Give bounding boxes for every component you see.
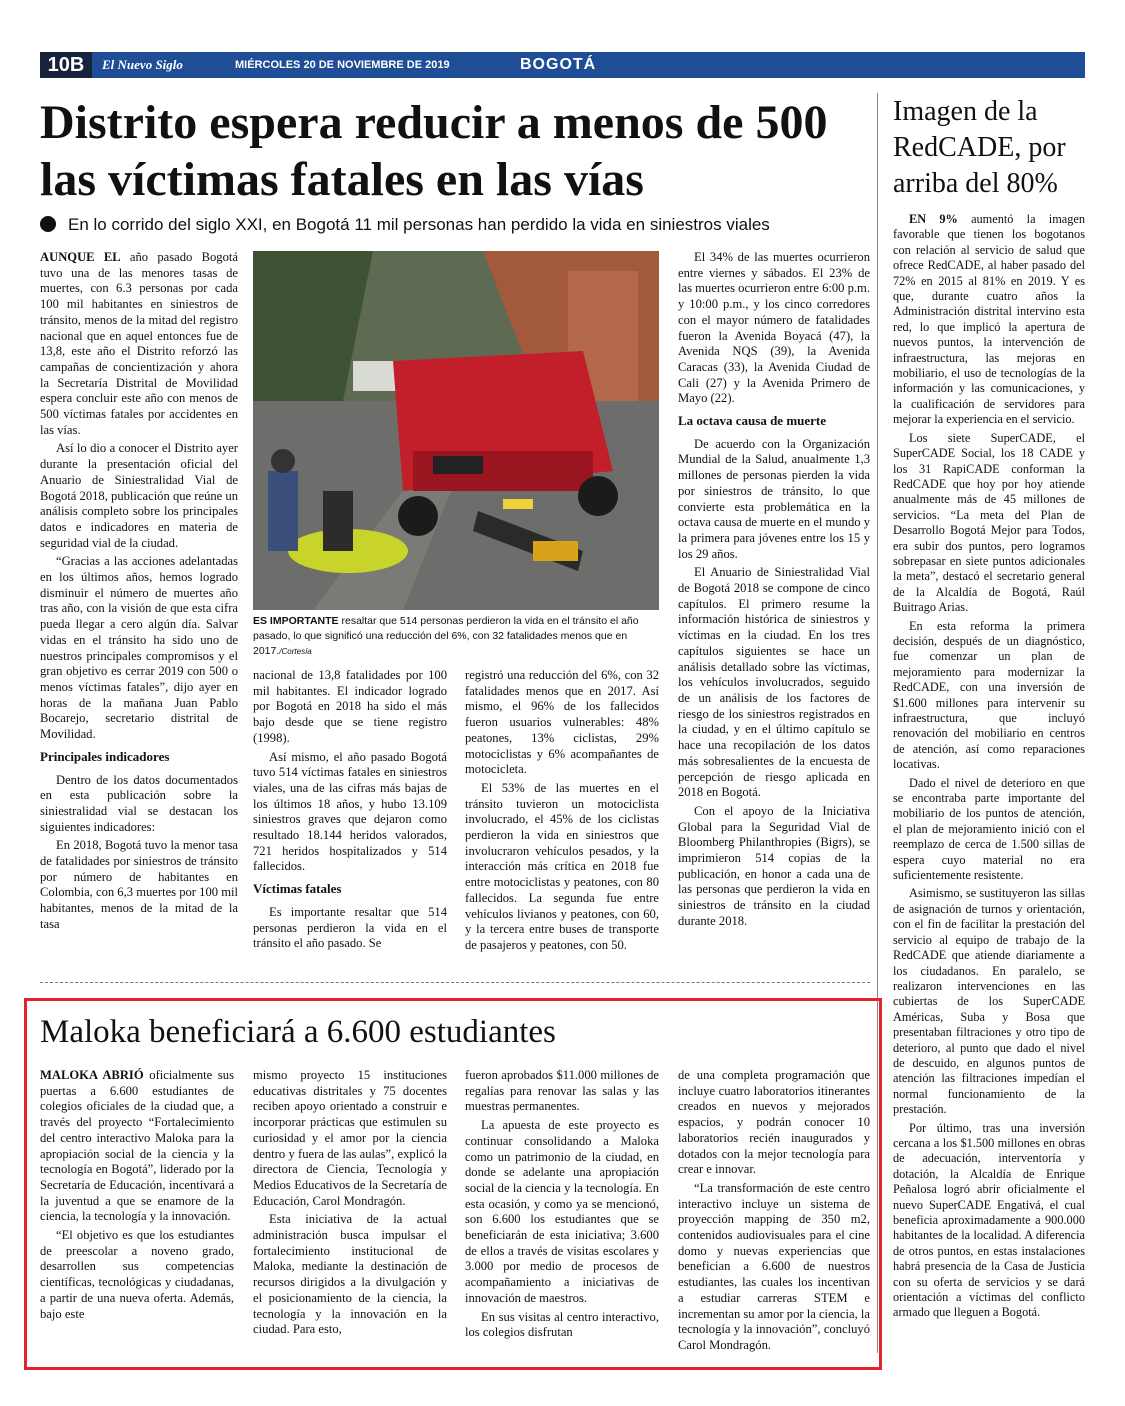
paragraph: Es importante resaltar que 514 personas perdieron la vida en el tránsito el año pasado. Se [253, 904, 447, 951]
subheading: Víctimas fatales [253, 881, 342, 897]
maloka-column-1 [40, 1068, 234, 1325]
paragraph [40, 1068, 234, 1225]
paragraph: Dado el nivel de deterioro en que se encontraba parte importante del mobiliario de los puntos de atención, el plan de mejoramiento inició con el reemplazo de cerca de 1.500 sillas de espera cuyo material no era suficientemente resistente. [893, 775, 1085, 883]
paragraph-text: oficialmente sus puertas a 6.600 estudiantes de colegios oficiales de la ciudad que, a través del proyecto “Fortalecimiento del centro interactivo Maloka para la apropiación social de la ciencia y la tecnología en Bogotá”, liderado por la Secretaría de Educación, incentivará a la juventud a que se enamore de la ciencia, la tecnología y la innovación. [40, 1068, 234, 1224]
subheading: Principales indicadores [40, 748, 170, 764]
paragraph: De acuerdo con la Organización Mundial de la Salud, anualmente 1,3 millones de personas pierden la vida por siniestros de tránsito, lo que convierte esta problemática en la octava causa de muerte en el mundo y la primera para jóvenes entre los 15 y los 29 años. [678, 436, 870, 561]
main-headline: Distrito espera reducir a menos de 500 las víctimas fatales en las vías [40, 96, 828, 206]
paragraph [40, 250, 238, 438]
paragraph: nacional de 13,8 fatalidades por 100 mil habitantes. El indicador logrado por Bogotá en 2018 ha sido el más bajo desde que se tiene registro (1998). [253, 668, 447, 745]
paragraph: Asimismo, se sustituyeron las sillas de asignación de turnos y orientación, con el fin de facilitar la prestación del servicio al equipo de trabajo de la RedCADE que atiende diariamente a los ciudadanos. En paralelo, se realizaron intervenciones en las cubiertas de los SuperCADE Américas, Suba y Bosa que presentaban filtraciones y otro tipo de deterioro, al punto que dado el nivel de descuido, en algunos puntos de atención las filtraciones impedían el normal funcionamiento de la prestación. [893, 886, 1085, 1117]
paragraph: de una completa programación que incluye cuatro laboratorios itinerantes creados en nuevos y mejorados espacios, y podrán conocer 10 laboratorios recién inaugurados y dotados con la mejor tecnología para crear e innovar. [678, 1068, 870, 1177]
main-column-4 [678, 250, 870, 933]
bullet-icon [40, 216, 56, 232]
issue-date: MIÉRCOLES 20 DE NOVIEMBRE DE 2019 [235, 59, 450, 71]
paragraph: El 34% de las muertes ocurrieron entre viernes y sábados. El 23% de las muertes ocurrieron entre 6:00 p.m. y 10:00 p.m., y los cinco corredores con el mayor número de fatalidades fueron la Avenida Boyacá (47), la Avenida NQS (39), la Avenida Caracas (33), la Avenida Ciudad de Cali (27) y la Avenida Primero de Mayo (22). [678, 250, 870, 406]
paragraph-text: aumentó la imagen favorable que tienen los bogotanos con relación al servicio de salud que ofrece RedCADE, al haber pasado del 72% en 2015 al 81% en 2019. Y es que, durante cuatro años la Administración distrital intervino esta red, lo que implicó la apertura de nuevos puntos, la intervención de infraestructura, las mejoras en mobiliario, el uso de tecnologías de la información y las comunicaciones, y la cualificación de servidores para mejorar la experiencia en el servicio. [893, 212, 1085, 427]
photo-caption [253, 614, 659, 659]
maloka-column-4 [678, 1068, 870, 1357]
paragraph: mismo proyecto 15 instituciones educativas distritales y 75 docentes reciben apoyo orientado a construir e incorporar prácticas que estimulen su curiosidad y el amor por la ciencia dentro y fuera de las aulas”, explicó la directora de Ciencia, Tecnología y Medios Educativos de la Secretaría de Educación, Carol Mondragón. [253, 1068, 447, 1208]
paragraph: “La transformación de este centro interactivo incluye un sistema de proyección mapping de 350 m2, contenidos audiovisuales para el cine domo y nuevas experiencias que benefician a 6.600 de nuestros estudiantes, las cuales los incentivan a estudiar carreras STEM e incrementan su amor por la ciencia, la tecnología y la innovación”, concluyó Carol Mondragón. [678, 1180, 870, 1352]
paragraph: Así mismo, el año pasado Bogotá tuvo 514 víctimas fatales en siniestros viales, una de las cifras más bajas de los últimos 18 años, y hubo 13.109 siniestros graves que dejaron como resultado 18.144 heridos valorados, 721 heridos hospitalizados y 514 fallecidos. [253, 749, 447, 874]
section-name: BOGOTÁ [520, 56, 597, 73]
caption-lead: ES IMPORTANTE [253, 615, 339, 627]
paragraph: El 53% de las muertes en el tránsito tuvieron un motociclista involucrado, el 45% de los ciclistas perdieron la vida en siniestros que involucraron vehículos pesados, y la interacción más crítica en 2018 fue entre motociclistas y peatones, con 80 fallecidos. La segunda fue entre vehículos livianos y peatones, con 60, y la tercera entre buses de transporte de pasajeros y peatones, con 50. [465, 780, 659, 952]
paragraph-text: año pasado Bogotá tuvo una de las menores tasas de muertes, con 6.3 personas por cada 100 mil habitantes en siniestros de tránsito, menos de la mitad del registro nacional que en aquel entonces fue de 13,8, este año el Distrito reforzó las campañas de concientización y ahora la Secretaría Distrital de Movilidad espera concluir este año con menos de 500 víctimas fatales por accidentes en las vías. [40, 250, 238, 437]
lead-in: MALOKA ABRIÓ [40, 1068, 144, 1082]
masthead-bar [40, 52, 1085, 78]
subheading: La octava causa de muerte [678, 413, 827, 429]
caption-text: resaltar que 514 personas perdieron la vida en el tránsito el año pasado, lo que significó una reducción del 6%, con 32 fatalidades menos que en 2017. [253, 615, 639, 657]
newspaper-name: El Nuevo Siglo [102, 57, 183, 72]
paragraph: Así lo dio a conocer el Distrito ayer durante la presentación oficial del Anuario de Siniestralidad Vial de Bogotá 2018, publicación que reúne un análisis completo sobre los principales datos e indicadores en materia de seguridad vial de la ciudad. [40, 441, 238, 550]
lead-in: AUNQUE EL [40, 250, 121, 264]
paragraph: fueron aprobados $11.000 millones de regalías para renovar las salas y las muestras permanentes. [465, 1068, 659, 1114]
maloka-headline: Maloka beneficiará a 6.600 estudiantes [40, 1014, 556, 1050]
paragraph: El Anuario de Siniestralidad Vial de Bogotá 2018 se compone de cinco capítulos. El primero resume la información histórica de siniestros y víctimas en la ciudad. En los tres capítulos siguientes se hace un análisis detallado sobre las víctimas, los vehículos involucrados, seguido de un análisis de los factores de riesgo de los siniestros registrados en la ciudad, y en el último capítulo se hace una recopilación de los datos más sobresalientes de la encuesta de percepción de riesgo aplicada en 2018 en Bogotá. [678, 565, 870, 800]
article-divider [40, 982, 870, 983]
paragraph: En sus visitas al centro interactivo, los colegios disfrutan [465, 1309, 659, 1340]
paragraph [893, 212, 1085, 428]
page-number: 10B [40, 52, 92, 78]
main-column-3 [465, 668, 659, 957]
maloka-column-3 [465, 1068, 659, 1344]
photo-credit: /Cortesía [279, 647, 312, 656]
paragraph: Por último, tras una inversión cercana a los $1.500 millones en obras de adecuación, interventoría y dotación, la Alcaldía de Enrique Peñalosa logró abrir oficialmente el nuevo SuperCADE Engativá, el cual beneficia aproximadamente a 900.000 habitantes de la localidad. A diferencia de otros puntos, en estas instalaciones habrá presencia de la Casa de Justicia con su oferta de servicios y se dará orientación a víctimas del conflicto armado que lleguen a Bogotá. [893, 1120, 1085, 1320]
lead-in: EN 9% [909, 212, 958, 226]
main-column-2 [253, 668, 447, 955]
paragraph: registró una reducción del 6%, con 32 fatalidades menos que en 2017. Así mismo, el 96% de los fallecidos fueron usuarios vulnerables: 48% peatones, 13% ciclistas, 29% motociclistas y 6% acompañantes de motocicleta. [465, 668, 659, 777]
accident-photo-illustration [253, 251, 659, 610]
sidebar-column [893, 212, 1085, 1324]
paragraph: Con el apoyo de la Iniciativa Global para la Seguridad Vial de Bloomberg Philanthropies (Bigrs), se imprimieron 514 copias de la publicación, en honor a cada una de las personas que perdieron la vida en siniestros de tránsito en la ciudad durante 2018. [678, 803, 870, 928]
subhead-text: En lo corrido del siglo XXI, en Bogotá 11 mil personas han perdido la vida en siniestros viales [68, 215, 770, 234]
paragraph: “El objetivo es que los estudiantes de preescolar a noveno grado, desarrollen sus competencias científicas, tecnológicas y ciudadanas, a partir de una nueva oferta. Además, bajo este [40, 1228, 234, 1321]
paragraph: Dentro de los datos documentados en esta publicación sobre la siniestralidad vial se destacan los siguientes indicadores: [40, 772, 238, 834]
accident-photo [253, 251, 659, 610]
paragraph: Los siete SuperCADE, el SuperCADE Social, los 18 CADE y los 31 RapiCADE conforman la RedCADE que hoy por hoy atiende anualmente más de 45 millones de servicios. “La meta del Plan de Desarrollo Bogotá Mejor para Todos, era subir dos puntos, pero logramos sobrepasar en siete puntos adicionales la meta”, destacó el secretario general de la Alcaldía de Bogotá, Raúl Buitrago Arias. [893, 430, 1085, 615]
sidebar-headline: Imagen de la RedCADE, por arriba del 80% [893, 96, 1066, 199]
main-column-1 [40, 250, 238, 936]
maloka-column-2 [253, 1068, 447, 1341]
paragraph: La apuesta de este proyecto es continuar consolidando a Maloka como un patrimonio de la ciudad, en donde se adelante una apropiación social de la ciencia y la tecnología. En esta ocasión, y como ya se mencionó, son 6.600 los estudiantes que se beneficiarán de esta iniciativa; 3.600 de ellos a través de visitas escolares y 3.000 por medio de procesos de acompañamiento a iniciativas de innovación de maestros. [465, 1118, 659, 1305]
paragraph: “Gracias a las acciones adelantadas en los últimos años, hemos logrado disminuir el número de muertes año tras año, con la visión de que esta cifra pueda llegar a cero algún día. Salvar vidas en el tránsito ha sido uno de nuestros principales compromisos y el gran objetivo es cerrar 2019 con 500 o menos víctimas fatales”, dijo ayer en horas de la mañana Juan Pablo Bocarejo, secretario distrital de Movilidad. [40, 554, 238, 742]
main-subhead [40, 212, 870, 238]
paragraph: Esta iniciativa de la actual administración busca impulsar el fortalecimiento institucional de Maloka, mediante la destinación de recursos dirigidos a la divulgación y el posicionamiento de la ciencia, la tecnología y la innovación en la ciudad. Para esto, [253, 1212, 447, 1337]
paragraph: En esta reforma la primera decisión, después de un diagnóstico, fue comenzar un plan de mejoramiento para modernizar la RedCADE, con una inversión de $1.600 millones para intervenir su infraestructura, que incluyó renovación del mobiliario en centros de atención, así como reparaciones locativas. [893, 618, 1085, 772]
paragraph: En 2018, Bogotá tuvo la menor tasa de fatalidades por siniestros de tránsito por número de habitantes en Colombia, con 6,3 muertes por 100 mil habitantes, menos de la mitad de la tasa [40, 838, 238, 931]
